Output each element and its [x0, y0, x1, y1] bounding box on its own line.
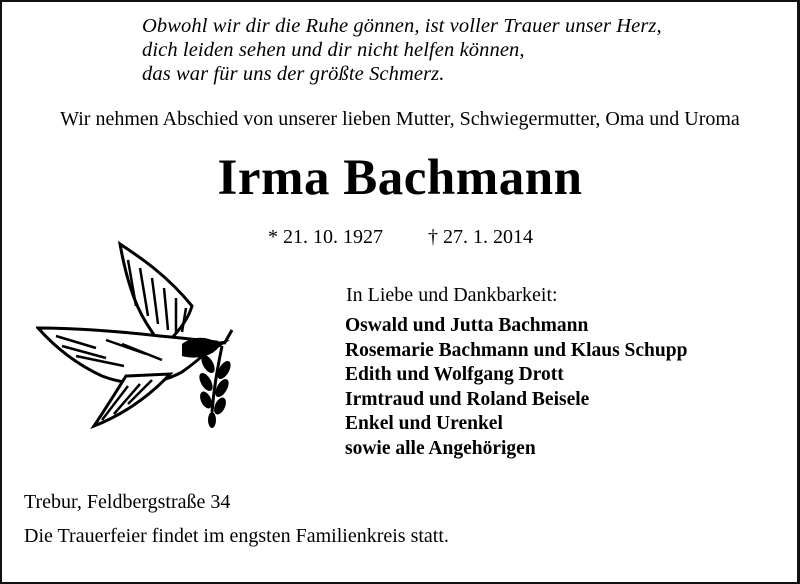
address: Trebur, Feldbergstraße 34 [24, 491, 231, 513]
poem-line: Obwohl wir dir die Ruhe gönnen, ist voller Trauer unser Herz, [142, 15, 662, 37]
mourner-entry: Edith und Wolfgang Drott [345, 364, 564, 385]
mourners-list [345, 314, 687, 461]
mourner-entry: Oswald und Jutta Bachmann [345, 315, 589, 336]
poem-line: das war für uns der größte Schmerz. [142, 63, 445, 85]
ceremony-note: Die Trauerfeier findet im engsten Familienkreis statt. [24, 525, 449, 547]
farewell-line: Wir nehmen Abschied von unserer lieben Mutter, Schwiegermutter, Oma und Uroma [60, 108, 740, 130]
life-dates [268, 226, 533, 249]
dove-with-olive-branch-icon [36, 236, 248, 432]
poem-line: dich leiden sehen und dir nicht helfen können, [142, 39, 525, 61]
mourner-entry: Rosemarie Bachmann und Klaus Schupp [345, 339, 688, 361]
birth-date: * 21. 10. 1927 [268, 226, 383, 248]
mourner-entry: Enkel und Urenkel [345, 413, 503, 434]
thanks-line: In Liebe und Dankbarkeit: [346, 284, 558, 306]
deceased-name: Irma Bachmann [217, 150, 583, 206]
mourner-entry: Irmtraud und Roland Beisele [345, 388, 590, 410]
mourner-entry: sowie alle Angehörigen [345, 437, 536, 459]
poem [142, 14, 662, 86]
death-date: † 27. 1. 2014 [428, 226, 533, 248]
